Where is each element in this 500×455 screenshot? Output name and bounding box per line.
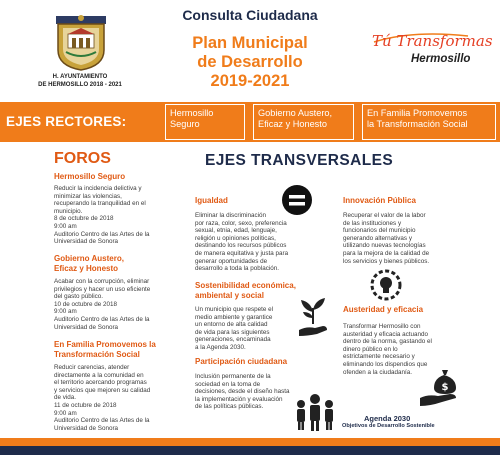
foros-heading: FOROS — [54, 150, 111, 167]
plan-title-line3: 2019-2021 — [210, 72, 290, 90]
equality-icon — [280, 183, 314, 217]
igualdad-title: Igualdad — [195, 196, 228, 205]
ejes-rectores-label: EJES RECTORES: — [6, 114, 127, 129]
plan-title — [150, 34, 350, 91]
foro-body-gobierno: Acabar con la corrupción, eliminar privilegios y hacer un uso eficiente del gasto público. 10 de octubre de 2018 9:00 am Auditorio Centro de las Artes de la Universidad de Sonora — [54, 278, 151, 331]
plant-hand-icon — [297, 296, 329, 340]
foro-body-seguro: Reducir la incidencia delictiva y minimizar las violencias, recuperando la tranquilidad en el municipio. 8 de octubre de 2018 9:00 am Auditorio Centro de las Artes de la Universidad de Sonora — [54, 185, 150, 246]
rector-tab-hermosillo-seguro: Hermosillo Seguro — [165, 104, 245, 140]
lightbulb-gear-icon — [369, 268, 403, 302]
sostenibilidad-title: Sostenibilidad económica, ambiental y social — [195, 281, 296, 300]
ods-label: Objetivos de Desarrollo Sostenible — [342, 423, 435, 429]
tu-transformas-logo-name: Hermosillo — [411, 53, 471, 65]
footer-orange-bar — [0, 438, 500, 446]
austeridad-body: Transformar Hermosillo con austeridad y eficacia actuando dentro de la norma, gastando el dinero público en lo estrictamente necesario y eliminando los dispendios que ofenden a la ciudadanía. — [343, 323, 432, 376]
sostenibilidad-body: Un municipio que respete el medio ambiente y garantice un entorno de alta calidad de vida para las siguientes generaciones, encaminada a la Agenda 2030. — [195, 306, 274, 351]
participacion-title: Participación ciudadana — [195, 357, 288, 366]
innovacion-body: Recuperar el valor de la labor de las instituciones y funcionarios del municipio generando alternativas y utilizando nuevas tecnologías para la mejora de la calidad de los servicios y bienes públicos. — [343, 212, 430, 265]
foro-title-familia: En Familia Promovemos la Transformación Social — [54, 340, 156, 359]
foro-title-gobierno: Gobierno Austero, Eficaz y Honesto — [54, 254, 124, 273]
foro-body-familia: Reducir carencias, atender directamente a la comunidad en el territorio acercando programas y servicios que mejoren su calidad de vida. 11 de octubre de 2018 9:00 am Auditorio Centro de las Artes de la Universidad de Sonora — [54, 364, 151, 432]
tu-transformas-logo-script: Tú Transformas — [372, 32, 493, 50]
innovacion-title: Innovación Pública — [343, 196, 416, 205]
igualdad-body: Eliminar la discriminación por raza, color, sexo, preferencia sexual, etnia, edad, lenguaje, religión u opiniones políticas, destinando los recursos públicos de manera equitativa y justa para generar oportunidades de desarrollo a toda la población. — [195, 212, 289, 273]
austeridad-title: Austeridad y eficacia — [343, 305, 424, 314]
plan-title-line2: de Desarrollo — [197, 53, 303, 71]
foro-title-seguro: Hermosillo Seguro — [54, 172, 126, 181]
agenda-2030-label: Agenda 2030 — [364, 414, 411, 423]
ayuntamiento-label: H. AYUNTAMIENTO DE HERMOSILLO 2018 - 2021 — [38, 74, 122, 88]
footer-navy-bar — [0, 446, 500, 455]
rector-tab-gobierno-austero: Gobierno Austero, Eficaz y Honesto — [253, 104, 354, 140]
money-bag-hand-icon — [418, 366, 464, 408]
plan-title-line1: Plan Municipal — [192, 34, 308, 52]
rector-tab-en-familia: En Familia Promovemos la Transformación Social — [362, 104, 496, 140]
municipal-crest-logo — [54, 10, 108, 72]
svg-text:$: $ — [441, 382, 449, 393]
consulta-title: Consulta Ciudadana — [182, 7, 318, 23]
ejes-transversales-heading: EJES TRANSVERSALES — [205, 152, 394, 169]
participacion-body: Inclusión permanente de la sociedad en la toma de decisiones, desde el diseño hasta la implementación y evaluación de las políticas públicas. — [195, 373, 290, 411]
people-group-icon — [292, 392, 338, 432]
